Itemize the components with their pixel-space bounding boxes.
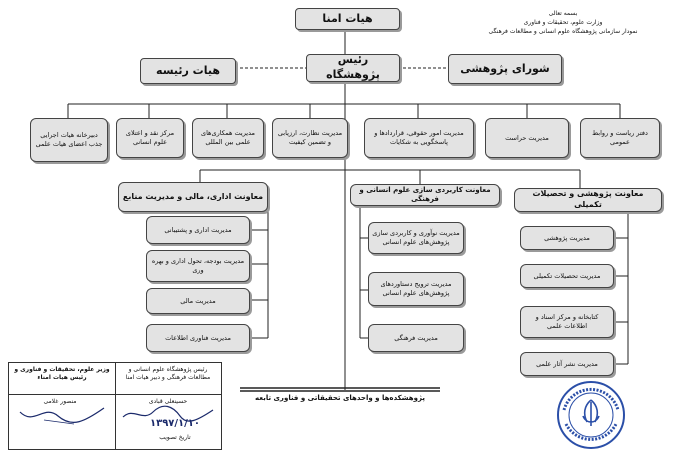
president-box: رئیس پژوهشگاه bbox=[306, 54, 400, 82]
library-documents-box: کتابخانه و مرکز اسناد و اطلاعات علمی bbox=[520, 306, 614, 338]
publishing-management-box: مدیریت نشر آثار علمی bbox=[520, 352, 614, 376]
research-council-box: شورای پژوهشی bbox=[448, 54, 562, 84]
president-signature-title: رئیس پژوهشگاه علوم انسانی و مطالعات فرهنگی و دبیر هیات امنا bbox=[125, 366, 211, 382]
admin-support-box: مدیریت اداری و پشتیبانی bbox=[146, 216, 250, 244]
research-management-box: مدیریت پژوهشی bbox=[520, 226, 614, 250]
application-deputy-box: معاونت کاربردی سازی علوم انسانی و فرهنگی bbox=[350, 184, 500, 206]
innovation-management-box: مدیریت نوآوری و کاربردی سازی پژوهش‌های علوم انسانی bbox=[368, 222, 464, 254]
security-box: مدیریت حراست bbox=[485, 118, 569, 158]
approval-date-label: تاریخ تصویب bbox=[159, 434, 191, 441]
header-line-1: بسمه تعالی bbox=[548, 10, 578, 17]
promotion-management-box: مدیریت ترویج دستاوردهای پژوهش‌های علوم انسانی bbox=[368, 272, 464, 306]
faculty-board-secretariat-box: دبیرخانه هیات اجرایی جذب اعضای هیات علمی bbox=[30, 118, 108, 162]
signature-row-divider bbox=[8, 394, 222, 395]
minister-name: منصور غلامی bbox=[43, 398, 77, 405]
institutes-label: پژوهشکده‌ها و واحدهای تحقیقاتی و فناوری تابعه bbox=[255, 394, 425, 402]
presidency-office-box: دفتر ریاست و روابط عمومی bbox=[580, 118, 660, 158]
minister-signature-scribble bbox=[14, 402, 110, 428]
cultural-management-box: مدیریت فرهنگی bbox=[368, 324, 464, 352]
critique-center-box: مرکز نقد و اعتلای علوم انسانی bbox=[116, 118, 184, 158]
it-management-box: مدیریت فناوری اطلاعات bbox=[146, 324, 250, 352]
quality-oversight-box: مدیریت نظارت، ارزیابی و تضمین کیفیت bbox=[272, 118, 348, 158]
research-deputy-box: معاونت پژوهشی و تحصیلات تکمیلی bbox=[514, 188, 662, 212]
international-collaborations-box: مدیریت همکاری‌های علمی بین المللی bbox=[192, 118, 264, 158]
admin-finance-deputy-box: معاونت اداری، مالی و مدیریت منابع bbox=[118, 182, 268, 212]
ministry-seal-icon bbox=[556, 380, 626, 450]
header-line-3: نمودار سازمانی پژوهشگاه علوم انسانی و مطالعات فرهنگی bbox=[488, 28, 638, 35]
approval-date: ۱۳۹۷/۱/۱۰ bbox=[149, 418, 201, 429]
legal-affairs-box: مدیریت امور حقوقی، قراردادها و پاسخگویی به شکایات bbox=[364, 118, 474, 158]
board-of-trustees-box: هیات امنا bbox=[295, 8, 400, 30]
minister-signature-title: وزیر علوم، تحقیقات و فناوری و رئیس هیات امناء bbox=[14, 366, 110, 382]
budget-management-box: مدیریت بودجه، تحول اداری و بهره وری bbox=[146, 250, 250, 282]
presiding-board-box: هیات رئیسه bbox=[140, 58, 236, 84]
graduate-studies-box: مدیریت تحصیلات تکمیلی bbox=[520, 264, 614, 288]
header-line-2: وزارت علوم، تحقیقات و فناوری bbox=[523, 19, 603, 26]
finance-management-box: مدیریت مالی bbox=[146, 288, 250, 314]
president-name: حسینعلی قبادی bbox=[148, 398, 188, 405]
signature-divider bbox=[115, 362, 116, 450]
